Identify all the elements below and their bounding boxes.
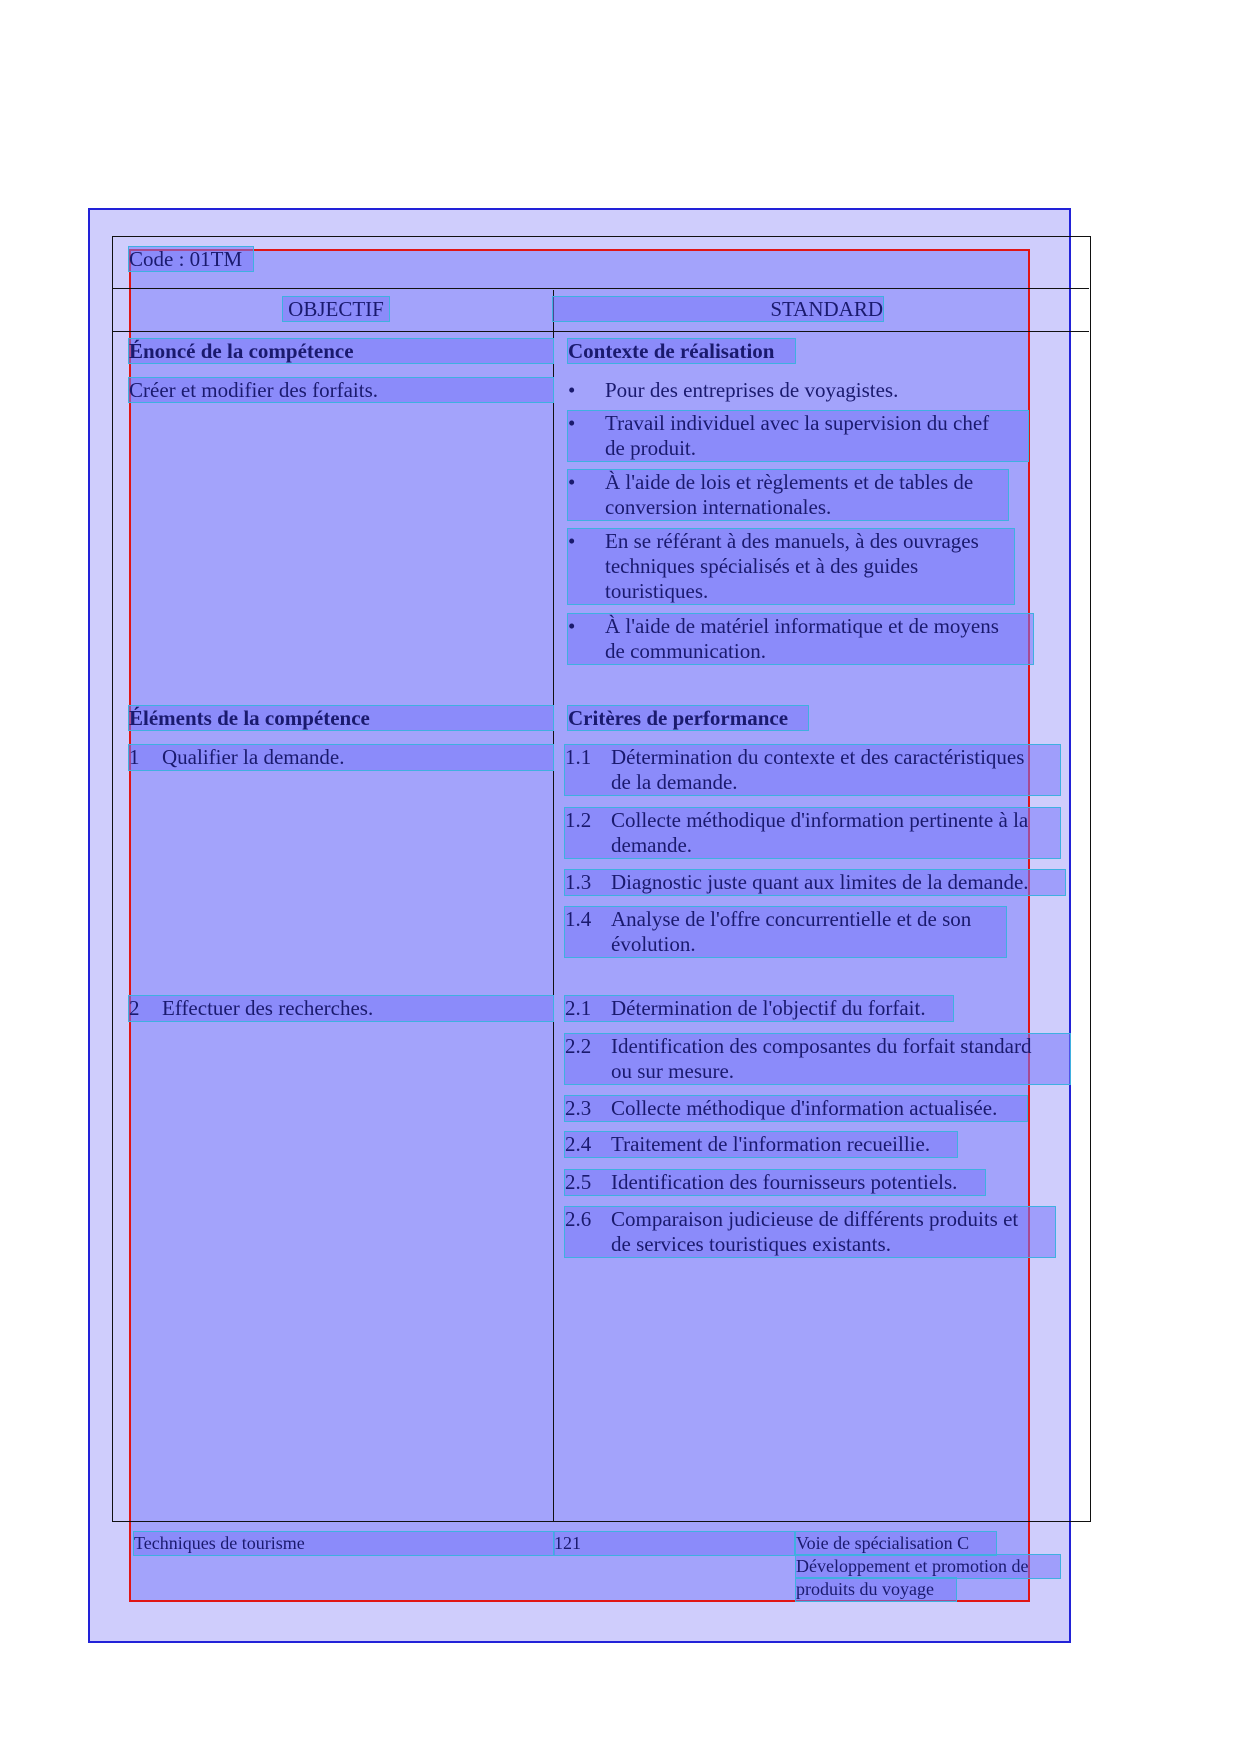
- header-rule-top: [112, 288, 1089, 289]
- critere-item: [565, 870, 1065, 895]
- critere-item: [565, 1207, 1055, 1257]
- contexte-item: [568, 470, 1008, 520]
- critere-line: Diagnostic juste quant aux limites de la demande.: [611, 870, 1029, 894]
- footer-page-number: 121: [554, 1532, 794, 1555]
- contexte-line: À l'aide de lois et règlements et de tables de: [605, 470, 974, 494]
- section-title-elements: Éléments de la compétence: [129, 706, 553, 730]
- code-field: [129, 247, 253, 271]
- section-title-contexte: Contexte de réalisation: [568, 339, 795, 363]
- critere-line: Collecte méthodique d'information actualisée.: [611, 1096, 998, 1120]
- contexte-item: [568, 529, 1014, 604]
- element-number: 2: [129, 996, 140, 1020]
- critere-number: 2.1: [565, 996, 592, 1020]
- footer-path-line: Développement et promotion de: [796, 1555, 1060, 1578]
- contexte-line: de produit.: [605, 436, 696, 460]
- footer-path-line: Voie de spécialisation C: [796, 1532, 996, 1555]
- column-header-standard: STANDARD: [553, 297, 883, 321]
- element-label: Effectuer des recherches.: [162, 996, 374, 1020]
- critere-number: 1.4: [565, 907, 592, 931]
- critere-number: 1.1: [565, 745, 592, 769]
- contexte-line: touristiques.: [605, 579, 709, 603]
- critere-line: Détermination du contexte et des caractéristiques: [611, 745, 1025, 769]
- critere-item: [565, 745, 1060, 795]
- critere-item: [565, 1034, 1070, 1084]
- contexte-item: [568, 614, 1033, 664]
- critere-item: [565, 1096, 1027, 1121]
- contexte-item: [568, 378, 1038, 403]
- critere-number: 2.6: [565, 1207, 592, 1231]
- footer-program: Techniques de tourisme: [134, 1532, 554, 1555]
- contexte-line: Pour des entreprises de voyagistes.: [605, 378, 899, 402]
- contexte-line: conversion internationales.: [605, 495, 832, 519]
- critere-line: Traitement de l'information recueillie.: [611, 1132, 931, 1156]
- critere-item: [565, 808, 1060, 858]
- contexte-line: techniques spécialisés et à des guides: [605, 554, 919, 578]
- footer-path-line: produits du voyage: [796, 1578, 956, 1601]
- critere-line: ou sur mesure.: [611, 1059, 735, 1083]
- contexte-line: À l'aide de matériel informatique et de moyens: [605, 614, 999, 638]
- critere-line: demande.: [611, 833, 693, 857]
- critere-number: 2.3: [565, 1096, 592, 1120]
- section-title-enonce: Énoncé de la compétence: [129, 339, 553, 363]
- critere-number: 1.2: [565, 808, 592, 832]
- section-title-criteres: Critères de performance: [568, 706, 808, 730]
- critere-line: Identification des composantes du forfait standard: [611, 1034, 1032, 1058]
- code-label: Code :: [129, 247, 185, 271]
- contexte-line: En se référant à des manuels, à des ouvrages: [605, 529, 979, 553]
- bullet-icon: •: [568, 470, 576, 494]
- header-rule-bottom: [112, 331, 1089, 332]
- critere-number: 2.4: [565, 1132, 592, 1156]
- critere-line: Identification des fournisseurs potentiels.: [611, 1170, 958, 1194]
- bullet-icon: •: [568, 411, 576, 435]
- critere-number: 2.2: [565, 1034, 592, 1058]
- critere-item: [565, 907, 1006, 957]
- element-item: [129, 745, 553, 770]
- code-value: 01TM: [189, 247, 243, 271]
- critere-item: [565, 1170, 985, 1195]
- critere-number: 2.5: [565, 1170, 592, 1194]
- element-label: Qualifier la demande.: [162, 745, 345, 769]
- element-number: 1: [129, 745, 140, 769]
- column-header-objectif: OBJECTIF: [283, 297, 389, 321]
- critere-number: 1.3: [565, 870, 592, 894]
- critere-line: Détermination de l'objectif du forfait.: [611, 996, 926, 1020]
- contexte-item: [568, 411, 1028, 461]
- critere-line: Analyse de l'offre concurrentielle et de son: [611, 907, 972, 931]
- bullet-icon: •: [568, 378, 576, 402]
- competence-statement: Créer et modifier des forfaits.: [129, 378, 553, 402]
- critere-item: [565, 996, 953, 1021]
- critere-line: évolution.: [611, 932, 696, 956]
- bullet-icon: •: [568, 614, 576, 638]
- critere-line: Collecte méthodique d'information pertinente à la: [611, 808, 1029, 832]
- critere-line: de services touristiques existants.: [611, 1232, 891, 1256]
- contexte-line: de communication.: [605, 639, 766, 663]
- critere-line: Comparaison judicieuse de différents produits et: [611, 1207, 1019, 1231]
- critere-item: [565, 1132, 957, 1157]
- column-divider: [553, 290, 554, 1522]
- critere-line: de la demande.: [611, 770, 738, 794]
- bullet-icon: •: [568, 529, 576, 553]
- footer-path: [796, 1532, 1064, 1601]
- element-item: [129, 996, 553, 1021]
- contexte-line: Travail individuel avec la supervision du chef: [605, 411, 990, 435]
